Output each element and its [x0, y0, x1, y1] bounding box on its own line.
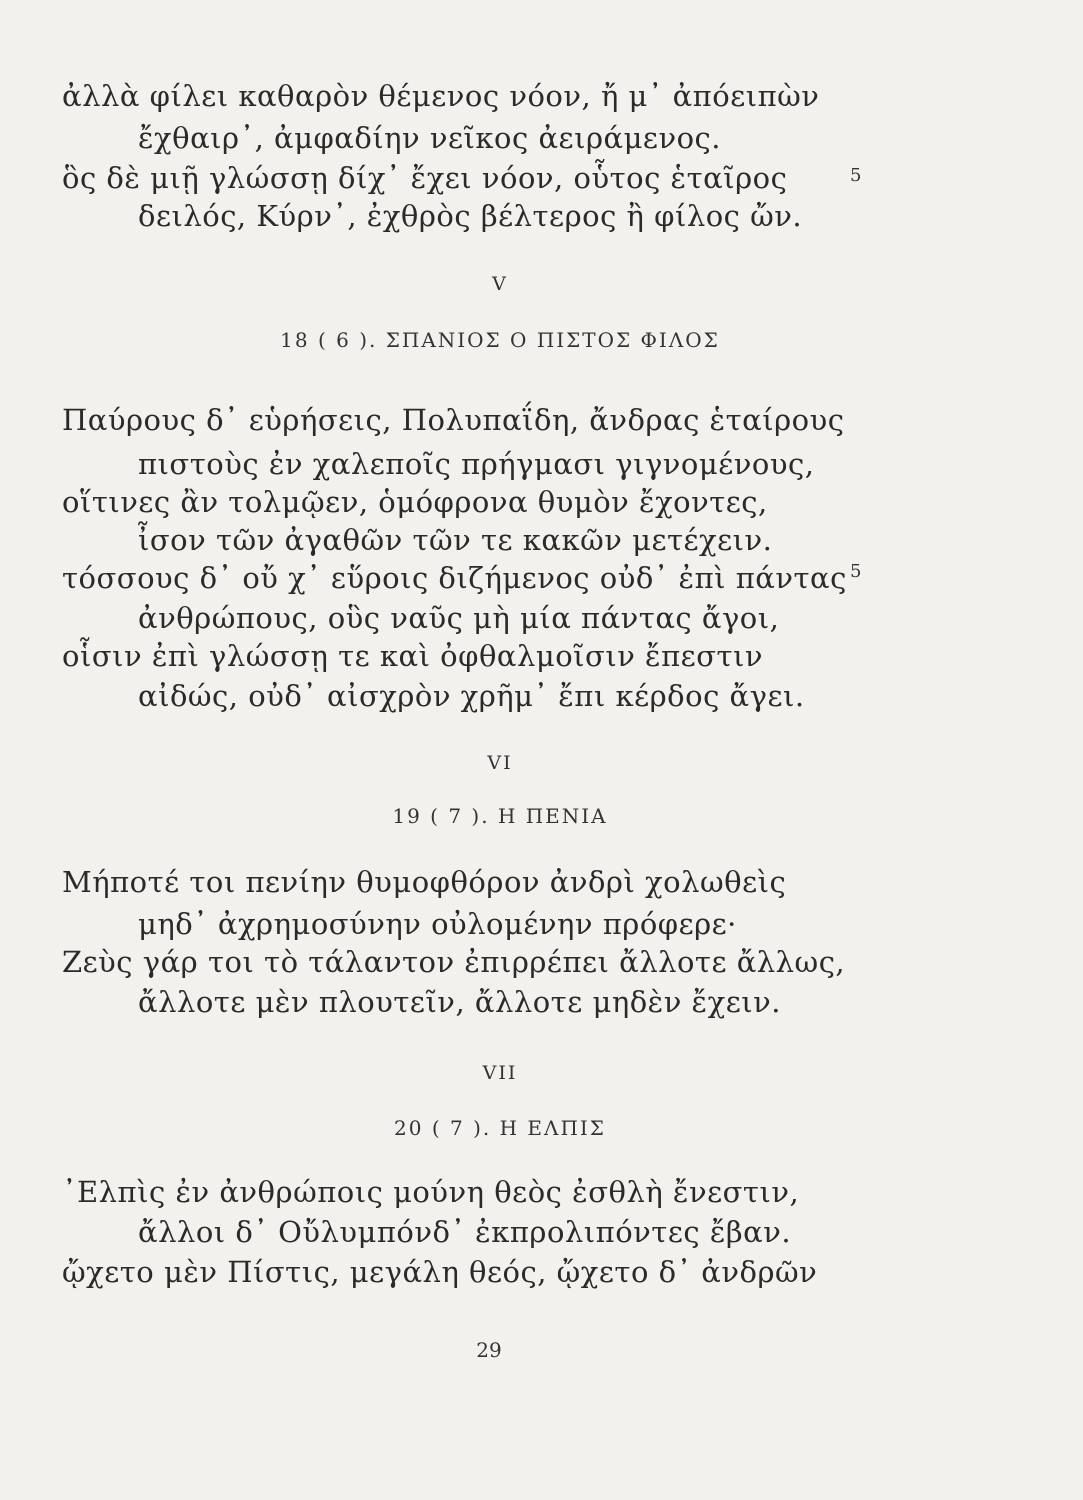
- verse-line: τόσσους δ᾽ οὔ χ᾽ εὕροις διζήμενος οὐδ᾽ ἐπὶ πάντας: [62, 561, 847, 595]
- line-number: 5: [850, 165, 862, 186]
- section-heading: 20 ( 7 ). Η ΕΛΠΙΣ: [394, 1116, 606, 1140]
- verse-line: ἄλλοτε μὲν πλουτεῖν, ἄλλοτε μηδὲν ἔχειν.: [138, 985, 781, 1019]
- section-heading: 18 ( 6 ). ΣΠΑΝΙΟΣ Ο ΠΙΣΤΟΣ ΦΙΛΟΣ: [280, 328, 720, 352]
- verse-line: ᾽Ελπὶς ἐν ἀνθρώποις μούνη θεὸς ἐσθλὴ ἔνεστιν,: [62, 1175, 800, 1209]
- verse-line: Μήποτέ τοι πενίην θυμοφθόρον ἀνδρὶ χολωθεὶς: [62, 865, 787, 899]
- verse-line: ἀλλὰ φίλει καθαρὸν θέμενος νόον, ἤ μ᾽ ἀπόειπὼν: [62, 79, 820, 113]
- verse-line: ὃς δὲ μιῇ γλώσσῃ δίχ᾽ ἔχει νόον, οὗτος ἑταῖρος: [62, 161, 788, 195]
- section-numeral: VII: [482, 1062, 518, 1084]
- verse-line: οἷσιν ἐπὶ γλώσσῃ τε καὶ ὀφθαλμοῖσιν ἔπεστιν: [62, 639, 764, 673]
- verse-line: αἰδώς, οὐδ᾽ αἰσχρὸν χρῆμ᾽ ἔπι κέρδος ἄγει.: [138, 679, 805, 713]
- section-numeral: VI: [487, 752, 513, 774]
- verse-line: δειλός, Κύρν᾽, ἐχθρὸς βέλτερος ἢ φίλος ὤν.: [138, 199, 803, 233]
- verse-line: Παύρους δ᾽ εὑρήσεις, Πολυπαΐδη, ἄνδρας ἑταίρους: [62, 403, 845, 437]
- section-numeral: V: [492, 273, 508, 295]
- verse-line: ἄλλοι δ᾽ Οὔλυμπόνδ᾽ ἐκπρολιπόντες ἔβαν.: [138, 1215, 792, 1249]
- verse-line: πιστοὺς ἐν χαλεποῖς πρήγμασι γιγνομένους,: [138, 447, 815, 481]
- section-heading: 19 ( 7 ). Η ΠΕΝΙΑ: [392, 804, 608, 828]
- verse-line: ἶσον τῶν ἀγαθῶν τῶν τε κακῶν μετέχειν.: [138, 523, 773, 557]
- verse-line: ἀνθρώπους, οὓς ναῦς μὴ μία πάντας ἄγοι,: [138, 601, 780, 635]
- verse-line: Ζεὺς γάρ τοι τὸ τάλαντον ἐπιρρέπει ἄλλοτε ἄλλως,: [62, 945, 846, 979]
- verse-line: ἔχθαιρ᾽, ἀμφαδίην νεῖκος ἀειράμενος.: [138, 121, 722, 155]
- verse-line: ᾤχετο μὲν Πίστις, μεγάλη θεός, ᾤχετο δ᾽ ἀνδρῶν: [62, 1255, 818, 1289]
- verse-line: οἵτινες ἂν τολμῷεν, ὁμόφρονα θυμὸν ἔχοντες,: [62, 485, 768, 519]
- page-number: 29: [476, 1338, 502, 1362]
- verse-line: μηδ᾽ ἀχρημοσύνην οὐλομένην πρόφερε·: [138, 907, 737, 941]
- line-number: 5: [850, 561, 862, 582]
